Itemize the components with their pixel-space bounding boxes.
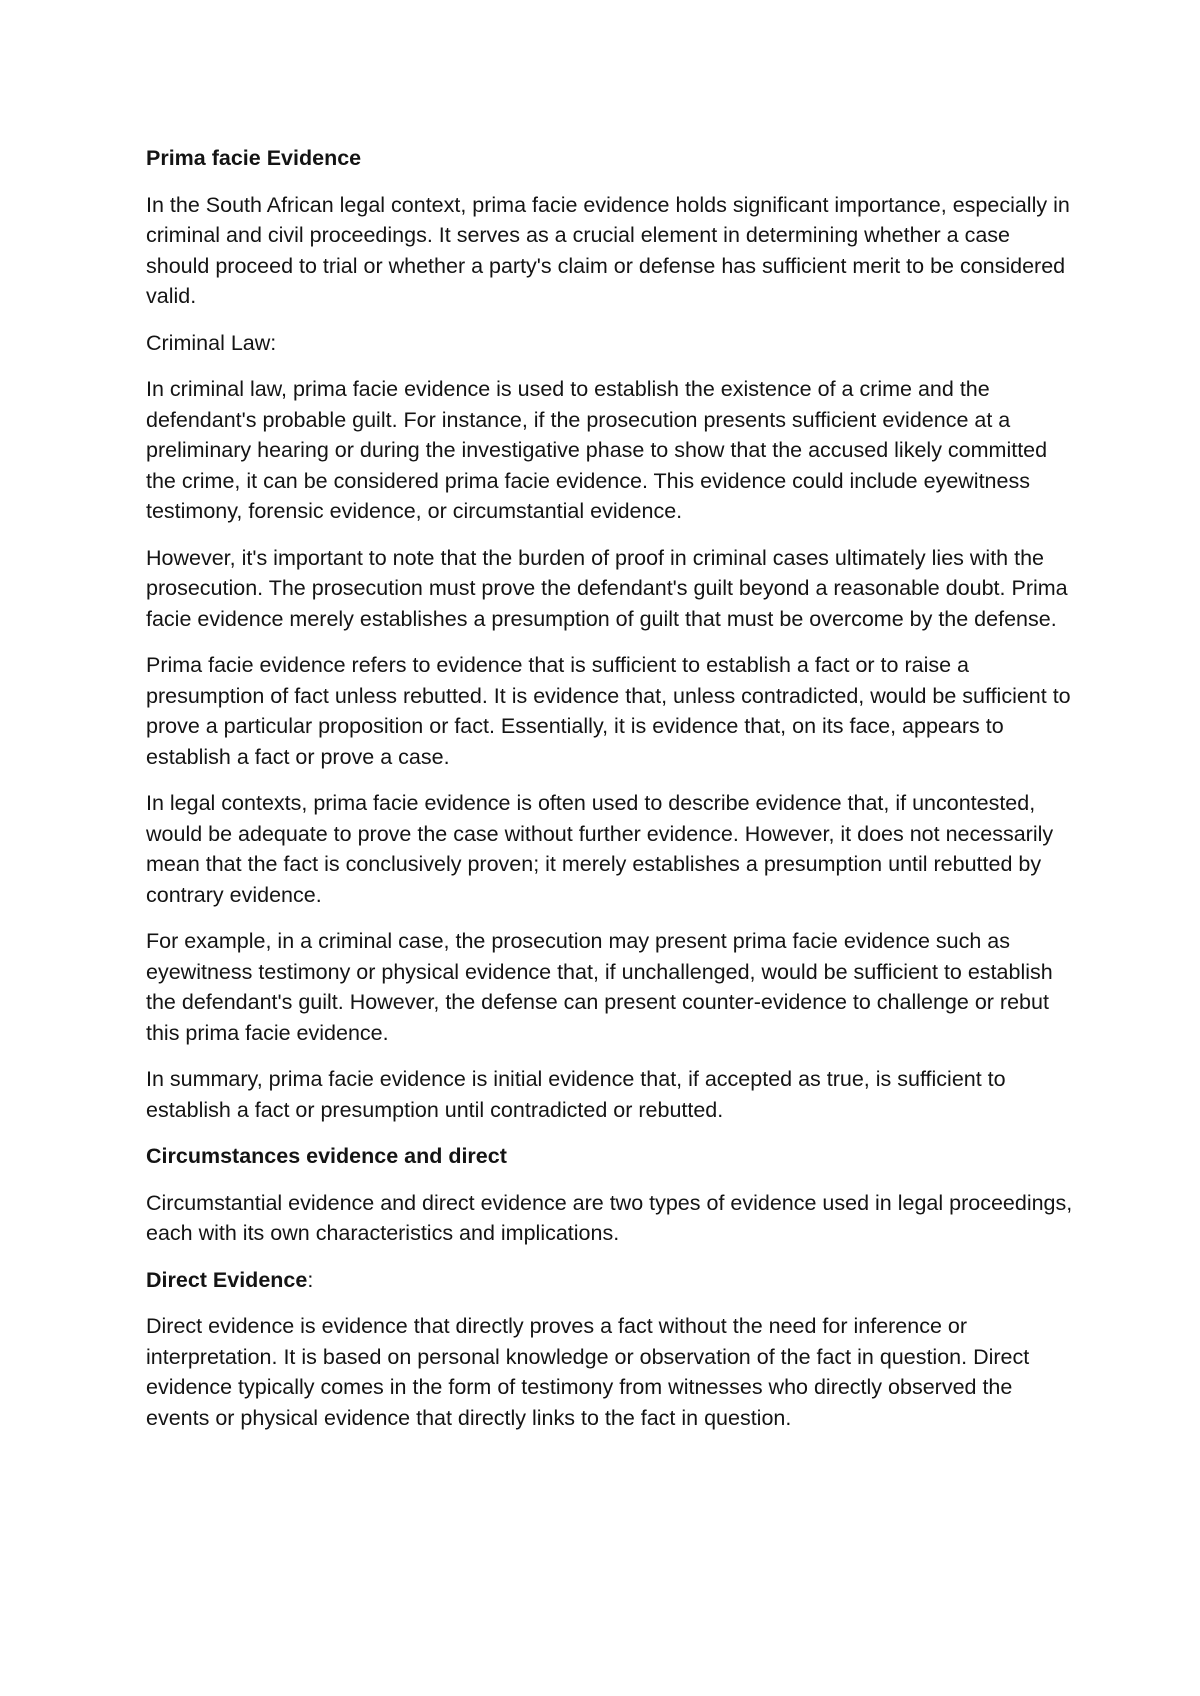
heading-direct-evidence-label: Direct Evidence — [146, 1267, 308, 1292]
paragraph-direct-evidence: Direct evidence is evidence that directly proves a fact without the need for inference or interpretation. It is based on personal knowledge or observation of the fact in question. Direct evidence typically comes in the form of testimony from witnesses who directly observed the events or physical evidence that directly links to the fact in question. — [146, 1314, 1030, 1430]
paragraph-legal-contexts: In legal contexts, prima facie evidence is often used to describe evidence that, if uncontested, would be adequate to prove the case without further evidence. However, it does not necessarily mean that the fact is conclusively proven; it merely establishes a presumption until rebutted by contrary evidence. — [146, 791, 1054, 907]
document-page — [146, 143, 1076, 1449]
paragraph-evidence-types: Circumstantial evidence and direct evidence are two types of evidence used in legal proceedings, each with its own characteristics and implications. — [146, 1190, 1073, 1245]
paragraph-criminal-law: In criminal law, prima facie evidence is used to establish the existence of a crime and the defendant's probable guilt. For instance, if the prosecution presents sufficient evidence at a preliminary hearing or during the investigative phase to show that the accused likely committed the crime, it can be considered prima facie evidence. This evidence could include eyewitness testimony, forensic evidence, or circumstantial evidence. — [146, 377, 1048, 523]
heading-direct-evidence — [146, 1265, 1076, 1296]
paragraph-example: For example, in a criminal case, the prosecution may present prima facie evidence such as eyewitness testimony or physical evidence that, if unchallenged, would be sufficient to establish the defendant's guilt. However, the defense can present counter-evidence to challenge or rebut this prima facie evidence. — [146, 929, 1053, 1045]
paragraph-definition: Prima facie evidence refers to evidence that is sufficient to establish a fact or to raise a presumption of fact unless rebutted. It is evidence that, unless contradicted, would be sufficient to prove a particular proposition or fact. Essentially, it is evidence that, on its face, appears to establish a fact or prove a case. — [146, 653, 1071, 769]
heading-direct-evidence-colon: : — [307, 1267, 314, 1292]
paragraph-intro: In the South African legal context, prima facie evidence holds significant importance, especially in criminal and civil proceedings. It serves as a crucial element in determining whether a case should proceed to trial or whether a party's claim or defense has sufficient merit to be considered valid. — [146, 192, 1070, 308]
subheading-criminal-law: Criminal Law: — [146, 330, 277, 355]
heading-circumstances-evidence: Circumstances evidence and direct — [146, 1144, 507, 1168]
heading-prima-facie-evidence: Prima facie Evidence — [146, 146, 362, 170]
paragraph-burden-of-proof: However, it's important to note that the burden of proof in criminal cases ultimately lies with the prosecution. The prosecution must prove the defendant's guilt beyond a reasonable doubt. Prima facie evidence merely establishes a presumption of guilt that must be overcome by the defense. — [146, 545, 1068, 631]
paragraph-summary: In summary, prima facie evidence is initial evidence that, if accepted as true, is sufficient to establish a fact or presumption until contradicted or rebutted. — [146, 1067, 1006, 1122]
